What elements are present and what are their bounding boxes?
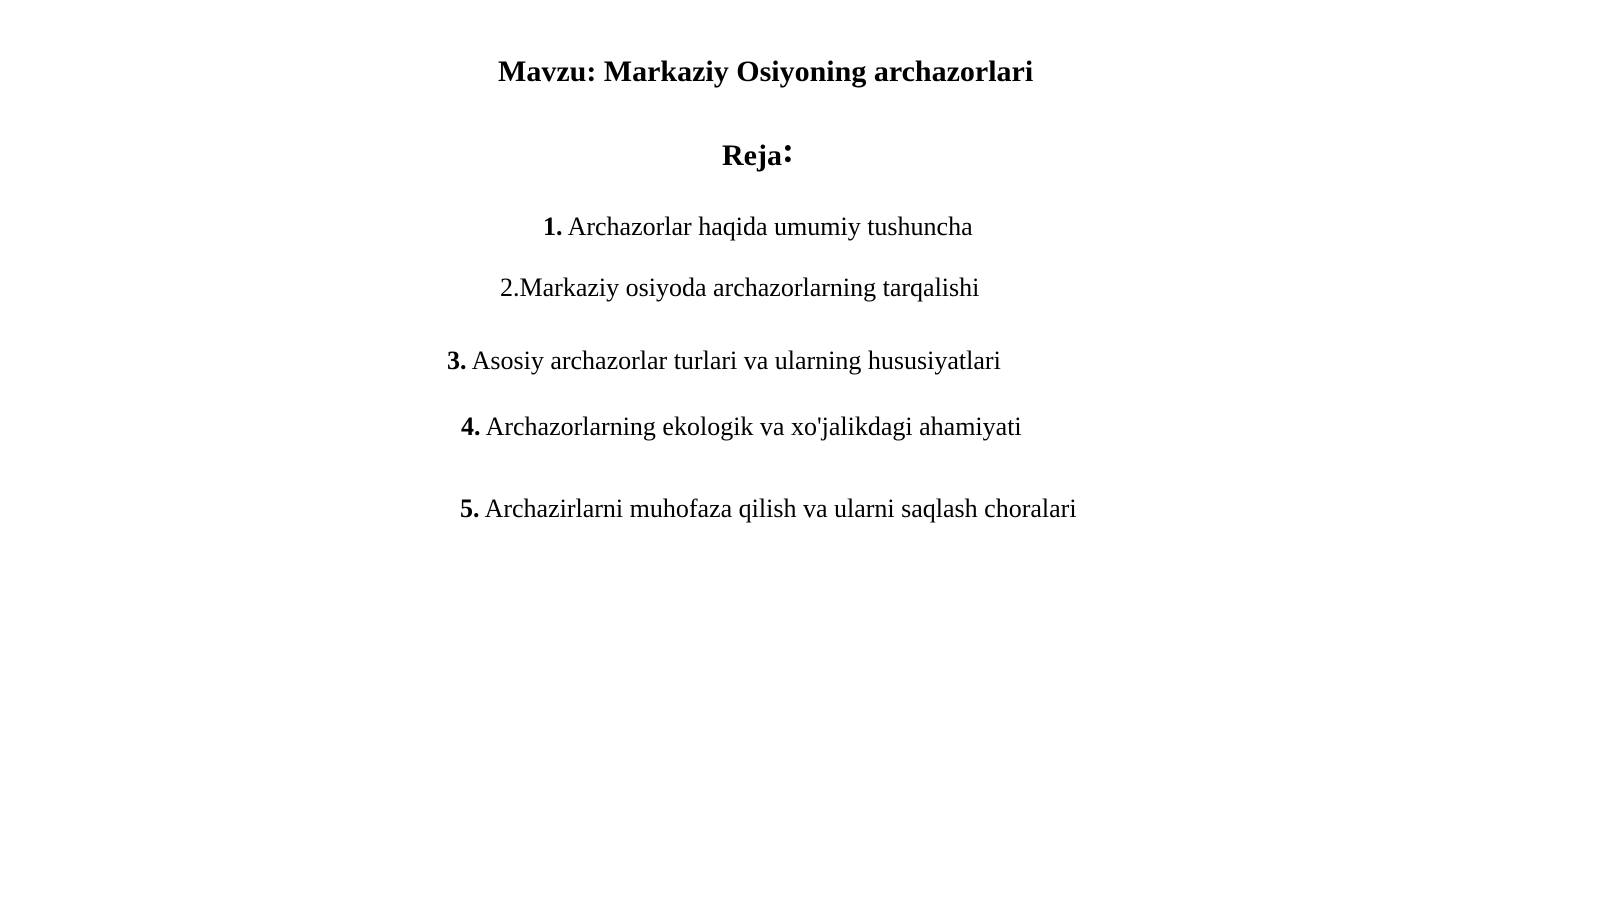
plan-item-text: Archazorlar haqida umumiy tushuncha — [567, 212, 973, 241]
plan-item-2 — [500, 275, 979, 301]
plan-item-number: 4. — [461, 412, 481, 441]
plan-item-text: Markaziy osiyoda archazorlarning tarqalishi — [519, 273, 980, 302]
document-title: Mavzu: Markaziy Osiyoning archazorlari — [498, 55, 1034, 88]
plan-item-text: Asosiy archazorlar turlari va ularning hususiyatlari — [471, 346, 1001, 375]
plan-item-number: 3. — [447, 346, 467, 375]
plan-heading-colon: : — [781, 130, 794, 170]
plan-item-4 — [461, 414, 1022, 440]
plan-item-1 — [543, 214, 973, 240]
plan-heading-text: Reja — [722, 139, 782, 172]
plan-heading — [722, 130, 794, 172]
plan-item-text: Archazirlarni muhofaza qilish va ularni saqlash choralari — [484, 494, 1077, 523]
plan-item-5 — [460, 496, 1077, 522]
plan-item-number: 5. — [460, 494, 480, 523]
plan-item-number: 2. — [500, 273, 520, 302]
plan-item-number: 1. — [543, 212, 563, 241]
plan-item-3 — [447, 348, 1001, 374]
plan-item-text: Archazorlarning ekologik va xo'jalikdagi ahamiyati — [485, 412, 1022, 441]
